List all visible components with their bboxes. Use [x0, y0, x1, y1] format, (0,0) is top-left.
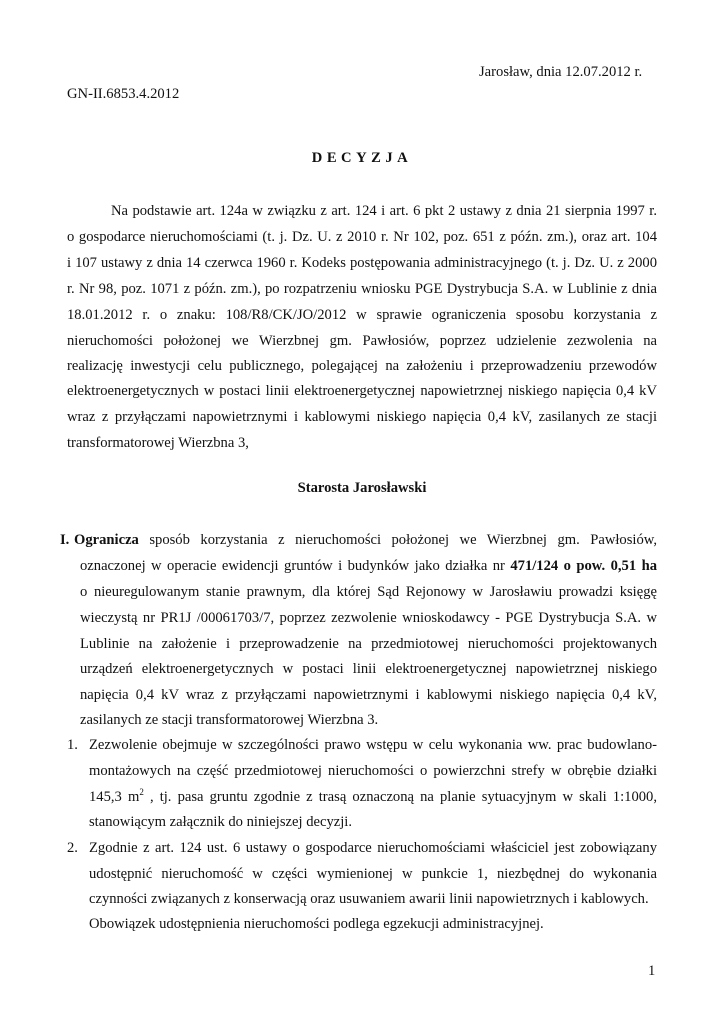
section-line: napięcia 0,4 kV wraz z przyłączami napowietrznymi i kablowymi niskiego napięcia 0,4 kV, [80, 687, 657, 703]
strip-area: 145,3 m [89, 789, 140, 805]
preamble-line: Na podstawie art. 124a w związku z art. 124 i art. 6 pkt 2 ustawy z dnia 21 sierpnia 1997 r. [111, 203, 657, 219]
section-keyword: Ogranicza [74, 532, 139, 548]
parcel-number: 471/124 [510, 558, 559, 574]
preamble-line: i 107 ustawy z dnia 14 czerwca 1960 r. Kodeks postępowania administracyjnego (t. j. Dz. U. z 2000 [67, 255, 657, 271]
section-line: wieczystą nr PR1J /00061703/7, poprzez zezwolenie wnioskodawcy - PGE Dystrybucja S.A. w [80, 610, 657, 626]
point-line: montażowych na część przedmiotowej nieruchomości o powierzchni strefy w obrębie działki [89, 763, 657, 779]
section-line: o nieuregulowanym stanie prawnym, dla której Sąd Rejonowy w Jarosławiu prowadzi księgę [80, 584, 657, 600]
section-number [60, 530, 69, 550]
preamble-line: realizację inwestycji celu publicznego, polegającej na założeniu i przeprowadzeniu przewodów [67, 358, 657, 374]
point-line-text: , tj. pasa gruntu zgodnie z trasą oznaczoną na planie sytuacyjnym w skali 1:1000, [149, 789, 657, 805]
preamble-line: wraz z przyłączami napowietrznymi i kablowymi niskiego napięcia 0,4 kV, zasilanych ze stacji [67, 409, 657, 425]
section-line: zasilanych ze stacji transformatorowej Wierzbna 3. [80, 712, 379, 728]
place-date: Jarosław, dnia 12.07.2012 r. [479, 64, 643, 80]
point-line: stanowiącym załącznik do niniejszej decyzji. [89, 814, 352, 830]
document-title: DECYZJA [311, 150, 413, 166]
point-line: Obowiązek udostępnienia nieruchomości podlega egzekucji administracyjnej. [89, 916, 544, 932]
point-number: 2. [67, 840, 78, 856]
parcel-area: 0,51 ha [610, 558, 657, 574]
section-line: urządzeń elektroenergetycznych w postaci linii elektroenergetycznej napowietrznej niskiego [80, 661, 657, 677]
point-line: czynności związanych z konserwacją oraz usuwaniem awarii linii napowietrznych i kablowych. [89, 891, 649, 907]
section-number-label: I. [60, 532, 70, 548]
point-number: 1. [67, 737, 78, 753]
authority-heading: Starosta Jarosławski [297, 480, 427, 496]
preamble-line: transformatorowej Wierzbna 3, [67, 435, 249, 451]
preamble-line: o gospodarce nieruchomościami (t. j. Dz. U. z 2010 r. Nr 102, poz. 651 z późn. zm.), oraz art. 104 [67, 229, 657, 245]
area-exponent: 2 [139, 787, 144, 797]
reference-number: GN-II.6853.4.2012 [67, 86, 180, 102]
section-line [74, 530, 657, 550]
section-line-text: oznaczonej w operacie ewidencji gruntów i budynków jako działka nr [80, 558, 505, 574]
section-line: Lublinie na założenie i przeprowadzenie na przedmiotowej nieruchomości projektowanych [80, 636, 657, 652]
preamble-line: r. Nr 98, poz. 1071 z późn. zm.), po rozpatrzeniu wniosku PGE Dystrybucja S.A. w Lublinie z dnia [67, 281, 657, 297]
preamble-line: elektroenergetycznych w postaci linii elektroenergetycznej napowietrznej niskiego napięcia 0,4 kV [67, 383, 657, 399]
section-line-text: sposób korzystania z nieruchomości położonej we Wierzbnej gm. Pawłosiów, [149, 532, 658, 548]
section-line [80, 556, 657, 576]
area-label: o pow. [563, 558, 606, 574]
point-line: Zgodnie z art. 124 ust. 6 ustawy o gospodarce nieruchomościami właściciel jest zobowiązany [89, 840, 657, 856]
preamble-line: nieruchomości położonej we Wierzbnej gm. Pawłosiów, poprzez udzielenie zezwolenia na [67, 333, 657, 349]
point-line [89, 787, 657, 807]
point-line: udostępnić nieruchomość w części wymienionej w punkcie 1, niezbędnej do wykonania [89, 866, 657, 882]
page-number: 1 [648, 963, 656, 979]
point-line: Zezwolenie obejmuje w szczególności prawo wstępu w celu wykonania ww. prac budowlano- [89, 737, 657, 753]
preamble-line: 18.01.2012 r. o znaku: 108/R8/CK/JO/2012 w sprawie ograniczenia sposobu korzystania z [67, 307, 657, 323]
